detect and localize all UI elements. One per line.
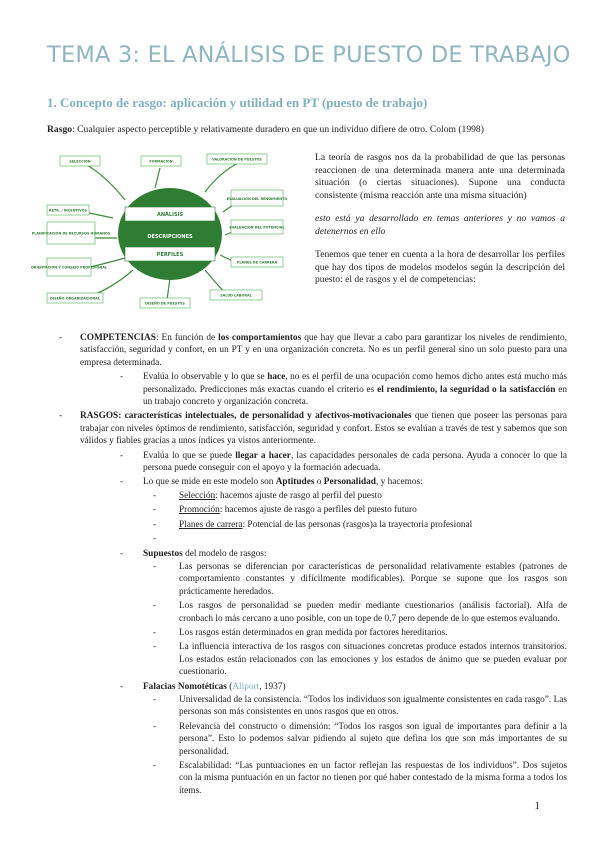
list-item-rasgos: - RASGOS: características intelectuales, de personalidad y afectivos-motivacionales que tienen que poseer las personas para trabajar con niveles óptimos de rendimiento, satisfacción, seguridad y confort. Estos se evalúan a través de test y sabemos que son válidos y fiables gracias a unos índices ya vistos anteriormente. - Evalúa lo que se puede llegar a hacer, las capacidades personales de cada persona. Ayuda a conocer lo que la persona puede conseguir con el apoyo y la formación adecuada. - Lo que se mide en este modelo son Aptitudes o Personalidad, y hacemos: - Selección: hacemos ajuste de rasgo al perfil del puesto - Promoción: hacemos ajuste de rasgo a perfiles del puesto futuro - Planes de carrera: Potencial de las personas (rasgos)a la trayectoria profesional - - Supuestos del modelo de rasgos: - Las personas se diferencian por características de personalidad relativamente estables (patrones de comportamiento constantes y difícilmente modificables). Porque se supone que los rasgos son prácticamente heredados. - Los rasgos de personalidad se pueden medir mediante cuestionarios (análisis factorial). Alfa de cronbach lo más cercano a uno posible, con un tope de 0,7 pero depende de lo que estemos evaluando. - Los rasgos están determinados en gran medida por factores hereditarios. - La influencia interactiva de los rasgos con situaciones concretas produce estados internos transitorios. Los estados están relacionados con las emociones y los estados de ánimo que se pueden evaluar por cuestionario. - Falacias Nomotéticas (Allport, 1937) - Universalidad de la consistencia. “Todos los individuos son igualmente consistentes en cada rasgo”. Las personas son más consistentes en unos rasgos que en otros. - Relevancia del constructo o dimensión: “Todos los rasgos son igual de importantes para definir a la persona”. Esto lo podemos salvar pidiendo al sujeto que defina los que son más importantes de su personalidad. - Escalabilidad: “Las puntuaciones en un factor reflejan las respuestas de los individuos”. Dos sujetos con la misma puntuación en un factor no tienen por qué haber contestado de la misma forma a todos los ítems. [47,410,567,797]
node-label: SELECCIÓN [69,159,91,164]
node-label: EVALUACIÓN DEL POTENCIAL [229,225,285,230]
arc-3 [205,162,240,192]
right-paragraph-3: Tenemos que tener en cuenta a la hora de desarrollar los perfiles que hay dos tipos de modelos modelos según la descripción del puesto: el de rasgos y el de competencias: [315,249,565,285]
list-item: - Evalúa lo que se puede llegar a hacer, las capacidades personales de cada persona. Ayuda a conocer lo que la persona puede conseguir con el apoyo y la formación adecuada. [120,450,567,475]
list-item: - Promoción: hacemos ajuste de rasgo a perfiles del puesto futuro [153,504,567,516]
rasgo-definition [47,124,484,135]
node-label: DISEÑO ORGANIZACIONAL [49,296,101,301]
node-label: ORIENTACIÓN Y CONSEJO PROFESIONAL [31,265,107,270]
list-item: - Relevancia del constructo o dimensión: “Todos los rasgos son igual de importantes para definir a la persona”. Esto lo podemos salvar pidiendo al sujeto que defina los que son más importantes de su personalidad. [153,721,567,758]
node-label: RETR. / INCENTIVOS [48,208,88,213]
node-label: EVALUACIÓN DEL RENDIMIENTO [226,197,288,201]
list-item-empty [153,533,567,545]
center-mid-label: DESCRIPCIONES [147,234,193,240]
list-item: - Las personas se diferencian por características de personalidad relativamente estables (patrones de comportamiento constantes y difícilmente modificables). Porque se supone que los rasgos son prácticamente heredados. [153,561,567,598]
list-item: - La influencia interactiva de los rasgos con situaciones concretas produce estados internos transitorios. Los estados están relacionados con las emociones y los estados de ánimo que se pueden evaluar por cuestionario. [153,641,567,678]
rasgos-diagram [31,150,307,310]
page-number: 1 [534,800,540,812]
page-title: TEMA 3: EL ANÁLISIS DE PUESTO DE TRABAJO [47,42,571,68]
center-bot-label: PERFILES [156,252,184,258]
main-body [47,332,567,799]
arc-2 [155,168,160,188]
right-column [315,152,565,298]
list-item: - Escalabilidad: “Las puntuaciones en un factor reflejan las respuestas de los individuos”. Dos sujetos con la misma puntuación en un factor no tienen por qué haber contestado de la misma forma a todos los ítems. [153,760,567,797]
node-label: SALUD LABORAL [220,293,252,298]
node-label: FORMACIÓN [149,159,173,164]
right-paragraph-1: La teoría de rasgos nos da la probabilidad de que las personas reaccionen de una determinada manera ante una determinada situación (o ciertas situaciones). Supone una conducta consistente (misma reacción ante una misma situación) [315,152,565,201]
list-item: - Universalidad de la consistencia. “Todos los individuos son igualmente consistentes en cada rasgo”. Las personas son más consistentes en unos rasgos que en otros. [153,694,567,719]
list-item: - Selección: hacemos ajuste de rasgo al perfil del puesto [153,490,567,502]
node-label: PLANIFICACIÓN DE RECURSOS HUMANOS [31,231,111,236]
rasgo-term: Rasgo [47,124,73,135]
arc-11 [167,278,170,300]
list-item: - Los rasgos de personalidad se pueden medir mediante cuestionarios (análisis factorial). Alfa de cronbach lo más cercano a uno posible, con un tope de 0,7 pero depende de lo que estemos evaluando. [153,600,567,625]
list-item: - Lo que se mide en este modelo son Aptitudes o Personalidad, y hacemos: - Selección: hacemos ajuste de rasgo al perfil del puesto - Promoción: hacemos ajuste de rasgo a perfiles del puesto futuro - Planes de carrera: Potencial de las personas (rasgos)a la trayectoria profesional - [120,476,567,545]
node-label: DISEÑO DE PUESTOS [145,301,185,306]
node-label: PLANES DE CARRERA [236,260,278,265]
rasgo-def: : Cualquier aspecto perceptible y relativamente duradero en que un individuo difiere de otro. Colom (1998) [72,124,484,135]
arc-1 [85,164,125,200]
center-top-label: ANÁLISIS [156,212,184,218]
list-item: - Evalúa lo observable y lo que se hace, no es el perfil de una ocupación como hemos dicho antes está mucho más personalizado. Predicciones más exactas cuando el criterio es el rendimiento, la seguridad o la satisfacción en un trabajo concreto y organización concreta. [120,371,567,408]
right-paragraph-2: esto está ya desarrollado en temas anteriores y no vamos a detenernos en ello [315,213,565,237]
section-heading: 1. Concepto de rasgo: aplicación y utilidad en PT (puesto de trabajo) [47,95,428,110]
list-item-competencias: - COMPETENCIAS: En función de los comportamientos que hay que llevar a cabo para garantizar los niveles de rendimiento, satisfacción, seguridad y confort, en un PT y en una organización concreta. No es un perfil general sino un solo puesto para una empresa determinada. - Evalúa lo observable y lo que se hace, no es el perfil de una ocupación como hemos dicho antes está mucho más personalizado. Predicciones más exactas cuando el criterio es el rendimiento, la seguridad o la satisfacción en un trabajo concreto y organización concreta. [47,332,567,408]
node-label: VALORACIÓN DE PUESTOS [212,157,262,162]
list-item: - Planes de carrera: Potencial de las personas (rasgos)a la trayectoria profesional [153,519,567,531]
list-item-falacias: - Falacias Nomotéticas (Allport, 1937) - Universalidad de la consistencia. “Todos los individuos son igualmente consistentes en cada rasgo”. Las personas son más consistentes en unos rasgos que en otros. - Relevancia del constructo o dimensión: “Todos los rasgos son igual de importantes para definir a la persona”. Esto lo podemos salvar pidiendo al sujeto que defina los que son más importantes de su personalidad. - Escalabilidad: “Las puntuaciones en un factor reflejan las respuestas de los individuos”. Dos sujetos con la misma puntuación en un factor no tienen por qué haber contestado de la misma forma a todos los ítems. [120,681,567,798]
list-item-supuestos: - Supuestos del modelo de rasgos: - Las personas se diferencian por características de personalidad relativamente estables (patrones de comportamiento constantes y difícilmente modificables). Porque se supone que los rasgos son prácticamente heredados. - Los rasgos de personalidad se pueden medir mediante cuestionarios (análisis factorial). Alfa de cronbach lo más cercano a uno posible, con un tope de 0,7 pero depende de lo que estemos evaluando. - Los rasgos están determinados en gran medida por factores hereditarios. - La influencia interactiva de los rasgos con situaciones concretas produce estados internos transitorios. Los estados están relacionados con las emociones y los estados de ánimo que se pueden evaluar por cuestionario. [120,548,567,679]
list-item: - Los rasgos están determinados en gran medida por factores hereditarios. [153,627,567,639]
